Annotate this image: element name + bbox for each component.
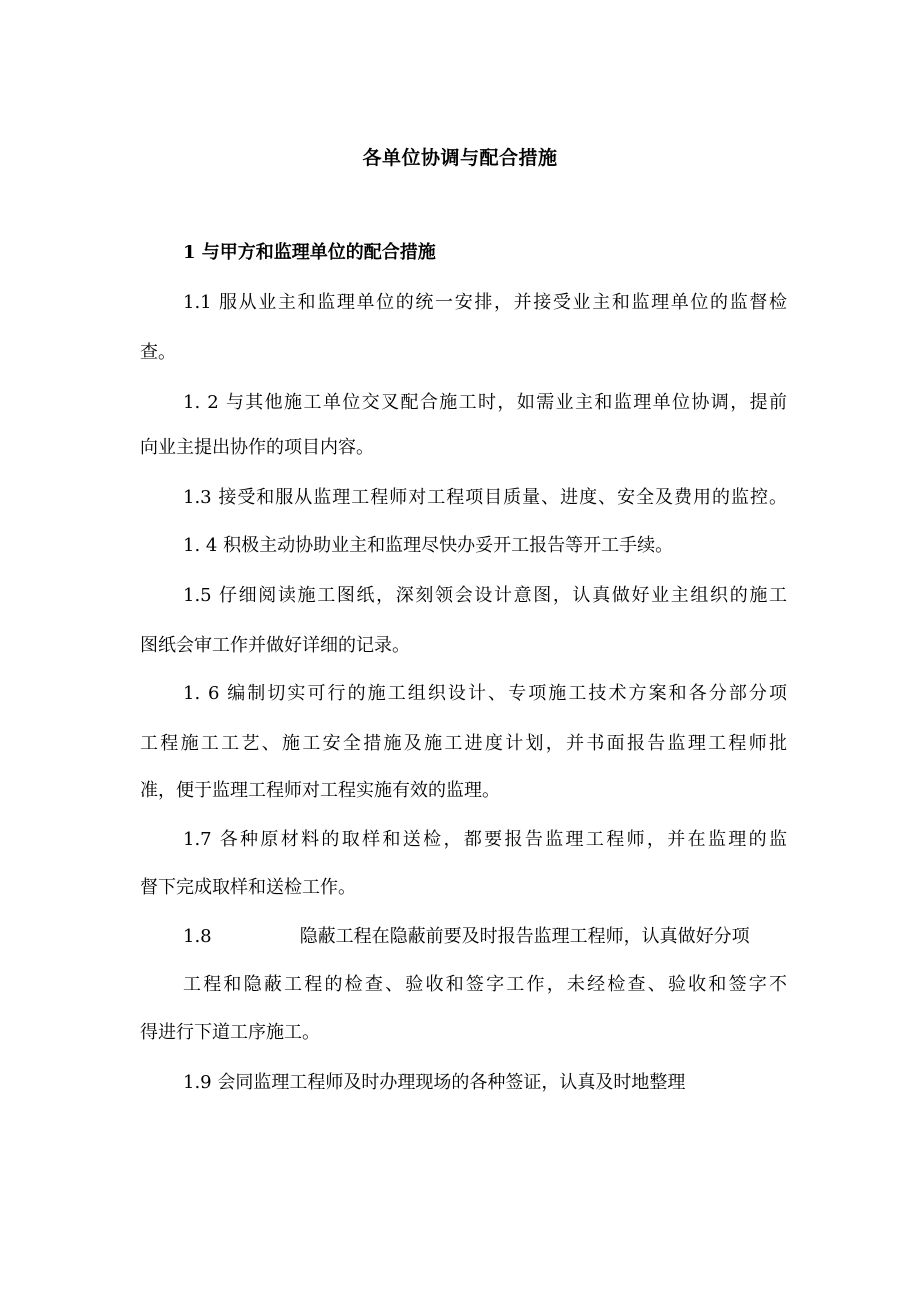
paragraph-1-6-line-1: 1. 6 编制切实可行的施工组织设计、专项施工技术方案和各分部分项	[183, 683, 787, 704]
paragraph-1-9: 1.9 会同监理工程师及时办理现场的各种签证，认真及时地整理	[183, 1072, 686, 1093]
paragraph-1-7-line-1: 1.7 各种原材料的取样和送检，都要报告监理工程师，并在监理的监	[183, 829, 787, 850]
paragraph-1-2-line-1: 1. 2 与其他施工单位交叉配合施工时，如需业主和监理单位协调，提前	[183, 392, 787, 413]
paragraph-1-6-line-3: 准，便于监理工程师对工程实施有效的监理。	[140, 780, 500, 801]
paragraph-1-3: 1.3 接受和服从监理工程师对工程项目质量、进度、安全及费用的监控。	[183, 487, 787, 508]
paragraph-1-7-line-2: 督下完成取样和送检工作。	[140, 877, 356, 898]
paragraph-1-8-line-1	[183, 922, 750, 952]
paragraph-1-6-line-2: 工程施工工艺、施工安全措施及施工进度计划，并书面报告监理工程师批	[140, 733, 787, 754]
paragraph-1-1-line-1: 1.1 服从业主和监理单位的统一安排，并接受业主和监理单位的监督检	[183, 292, 787, 313]
item-number: 1.8	[183, 926, 212, 947]
paragraph-1-5-line-2: 图纸会审工作并做好详细的记录。	[140, 635, 410, 656]
section-heading: 1 与甲方和监理单位的配合措施	[183, 242, 436, 263]
document-title: 各单位协调与配合措施	[362, 147, 558, 169]
paragraph-1-8-line-2: 工程和隐蔽工程的检查、验收和签字工作，未经检查、验收和签字不	[183, 974, 787, 995]
paragraph-1-4: 1. 4 积极主动协助业主和监理尽快办妥开工报告等开工手续。	[183, 535, 674, 556]
paragraph-1-8-line-3: 得进行下道工序施工。	[140, 1022, 320, 1043]
paragraph-1-2-line-2: 向业主提出协作的项目内容。	[140, 437, 374, 458]
paragraph-1-8-text: 隐蔽工程在隐蔽前要及时报告监理工程师，认真做好分项	[299, 926, 750, 947]
paragraph-1-1-line-2: 查。	[140, 342, 176, 363]
paragraph-1-5-line-1: 1.5 仔细阅读施工图纸，深刻领会设计意图，认真做好业主组织的施工	[183, 585, 787, 606]
